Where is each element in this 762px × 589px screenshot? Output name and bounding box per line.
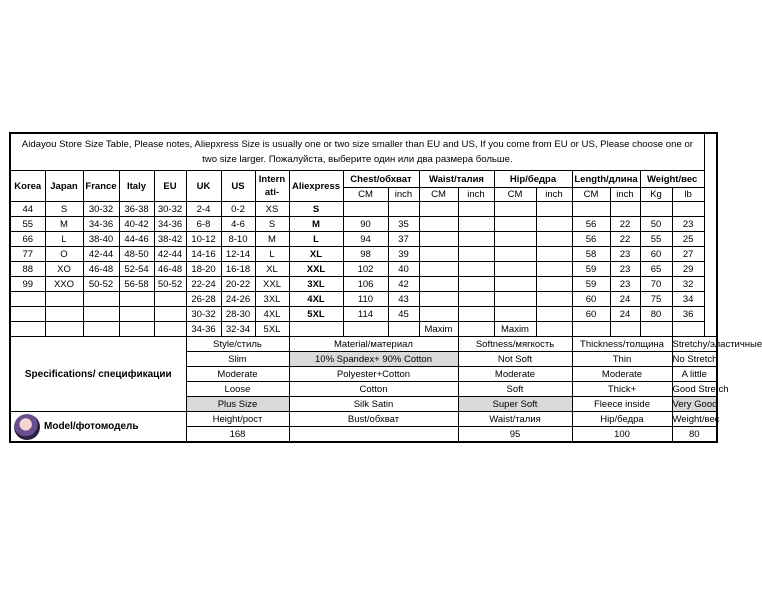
spec-stretch-little: A little	[672, 367, 717, 382]
cell-waist-cm	[419, 307, 458, 322]
spec-stretch-none: No Stretch	[672, 353, 718, 365]
cell-korea	[10, 322, 45, 337]
cell-chest-inch: 45	[388, 307, 419, 322]
cell-us: 16-18	[221, 262, 255, 277]
subheader-length-cm: CM	[572, 188, 610, 202]
table-row	[10, 232, 717, 247]
cell-hip-inch	[536, 277, 572, 292]
cell-international: M	[255, 232, 289, 247]
cell-chest-inch: 42	[388, 277, 419, 292]
cell-length-inch	[610, 322, 640, 337]
cell-length-cm	[572, 322, 610, 337]
cell-japan: L	[45, 232, 83, 247]
cell-france: 50-52	[83, 277, 119, 292]
cell-chest-cm	[343, 202, 388, 217]
cell-aliexpress: M	[289, 217, 343, 232]
specifications-label: Specifications/ спецификации	[10, 337, 186, 412]
cell-korea: 77	[10, 247, 45, 262]
cell-us: 32-34	[221, 322, 255, 337]
cell-france: 38-40	[83, 232, 119, 247]
cell-international: 5XL	[255, 322, 289, 337]
cell-weight-kg	[640, 202, 672, 217]
cell-waist-cm	[419, 232, 458, 247]
cell-korea	[10, 307, 45, 322]
cell-length-inch: 23	[610, 262, 640, 277]
cell-weight-lb: 32	[672, 277, 704, 292]
cell-length-inch: 23	[610, 247, 640, 262]
spec-style-moderate: Moderate	[186, 367, 289, 382]
cell-hip-cm	[494, 292, 536, 307]
size-rows	[10, 202, 717, 337]
cell-chest-inch	[388, 202, 419, 217]
cell-waist-cm	[419, 262, 458, 277]
header-length: Length/длина	[572, 171, 640, 188]
cell-chest-inch: 39	[388, 247, 419, 262]
cell-international: 4XL	[255, 307, 289, 322]
model-avatar	[14, 414, 40, 440]
cell-eu	[154, 292, 186, 307]
cell-length-inch: 22	[610, 232, 640, 247]
spec-thickness-thick: Thick+	[572, 382, 672, 397]
cell-eu: 46-48	[154, 262, 186, 277]
header-international-bottom: ati-	[264, 187, 280, 198]
cell-length-cm	[572, 202, 610, 217]
subheader-weight-lb: lb	[672, 188, 704, 202]
cell-aliexpress: L	[289, 232, 343, 247]
spec-stretch-selected: Very Good	[672, 398, 718, 410]
subheader-weight-kg: Kg	[640, 188, 672, 202]
cell-weight-lb	[672, 322, 704, 337]
cell-waist-inch	[458, 217, 494, 232]
cell-length-cm: 60	[572, 307, 610, 322]
cell-italy: 36-38	[119, 202, 154, 217]
cell-uk: 18-20	[186, 262, 221, 277]
cell-us: 28-30	[221, 307, 255, 322]
table-row	[10, 247, 717, 262]
cell-korea: 99	[10, 277, 45, 292]
cell-chest-cm: 110	[343, 292, 388, 307]
table-row	[10, 307, 717, 322]
cell-uk: 22-24	[186, 277, 221, 292]
cell-france	[83, 292, 119, 307]
header-france: France	[83, 171, 119, 202]
cell-weight-kg: 65	[640, 262, 672, 277]
cell-waist-cm	[419, 277, 458, 292]
cell-japan	[45, 322, 83, 337]
spec-material-selected: 10% Spandex+ 90% Cotton	[289, 352, 458, 367]
cell-japan	[45, 292, 83, 307]
header-uk: UK	[186, 171, 221, 202]
cell-weight-kg: 60	[640, 247, 672, 262]
cell-france	[83, 307, 119, 322]
cell-uk: 14-16	[186, 247, 221, 262]
cell-hip-inch	[536, 307, 572, 322]
cell-eu	[154, 322, 186, 337]
cell-weight-kg: 55	[640, 232, 672, 247]
spec-header-softness: Softness/мягкость	[458, 337, 572, 352]
header-italy: Italy	[119, 171, 154, 202]
model-height-value: 168	[186, 427, 289, 443]
cell-france: 42-44	[83, 247, 119, 262]
cell-aliexpress: 3XL	[289, 277, 343, 292]
header-japan: Japan	[45, 171, 83, 202]
cell-italy: 52-54	[119, 262, 154, 277]
cell-hip-inch	[536, 217, 572, 232]
model-label: Model/фотомодель	[44, 421, 139, 432]
subheader-hip-cm: CM	[494, 188, 536, 202]
cell-italy	[119, 307, 154, 322]
cell-length-inch: 24	[610, 307, 640, 322]
cell-length-inch: 23	[610, 277, 640, 292]
cell-hip-inch	[536, 232, 572, 247]
cell-eu: 42-44	[154, 247, 186, 262]
cell-hip-cm: Maxim	[494, 322, 536, 337]
cell-eu: 34-36	[154, 217, 186, 232]
cell-chest-inch: 40	[388, 262, 419, 277]
spec-material-polyester: Polyester+Cotton	[289, 367, 458, 382]
cell-france	[83, 322, 119, 337]
cell-korea	[10, 292, 45, 307]
cell-hip-cm	[494, 232, 536, 247]
spec-style-slim: Slim	[186, 352, 289, 367]
model-header-bust: Bust/обхват	[289, 412, 458, 427]
table-row	[10, 202, 717, 217]
cell-uk: 26-28	[186, 292, 221, 307]
cell-hip-cm	[494, 262, 536, 277]
cell-weight-kg: 75	[640, 292, 672, 307]
cell-hip-inch	[536, 262, 572, 277]
cell-international: S	[255, 217, 289, 232]
cell-aliexpress: XL	[289, 247, 343, 262]
cell-weight-lb: 23	[672, 217, 704, 232]
cell-eu: 30-32	[154, 202, 186, 217]
cell-us: 12-14	[221, 247, 255, 262]
cell-hip-cm	[494, 217, 536, 232]
header-international-top: Intern	[258, 174, 286, 185]
spec-softness-moderate: Moderate	[458, 367, 572, 382]
cell-eu: 50-52	[154, 277, 186, 292]
cell-japan: M	[45, 217, 83, 232]
model-bust-value	[289, 427, 458, 443]
header-weight: Weight/вес	[640, 171, 704, 188]
header-korea: Korea	[10, 171, 45, 202]
model-label-cell	[10, 412, 186, 443]
cell-weight-kg: 50	[640, 217, 672, 232]
cell-us: 4-6	[221, 217, 255, 232]
cell-waist-cm	[419, 247, 458, 262]
cell-japan	[45, 307, 83, 322]
cell-korea: 88	[10, 262, 45, 277]
cell-waist-cm: Maxim	[419, 322, 458, 337]
spec-thickness-thin: Thin	[572, 352, 672, 367]
subheader-length-inch: inch	[610, 188, 640, 202]
cell-waist-inch	[458, 232, 494, 247]
cell-waist-inch	[458, 247, 494, 262]
spec-softness-selected: Super Soft	[458, 397, 572, 412]
cell-waist-inch	[458, 277, 494, 292]
cell-aliexpress: S	[289, 202, 343, 217]
cell-length-inch: 24	[610, 292, 640, 307]
cell-weight-lb: 27	[672, 247, 704, 262]
cell-chest-inch	[388, 322, 419, 337]
header-international	[255, 171, 289, 202]
cell-us: 8-10	[221, 232, 255, 247]
cell-france: 30-32	[83, 202, 119, 217]
subheader-waist-cm: CM	[419, 188, 458, 202]
spec-header-style: Style/стиль	[186, 337, 289, 352]
table-row	[10, 262, 717, 277]
table-row	[10, 217, 717, 232]
model-header-height: Height/рост	[186, 412, 289, 427]
cell-france: 34-36	[83, 217, 119, 232]
cell-aliexpress: 4XL	[289, 292, 343, 307]
spec-material-cotton: Cotton	[289, 382, 458, 397]
spec-softness-not-soft: Not Soft	[458, 352, 572, 367]
cell-italy: 44-46	[119, 232, 154, 247]
cell-uk: 10-12	[186, 232, 221, 247]
cell-length-cm: 59	[572, 277, 610, 292]
cell-uk: 2-4	[186, 202, 221, 217]
cell-chest-inch: 35	[388, 217, 419, 232]
subheader-hip-inch: inch	[536, 188, 572, 202]
spec-thickness-fleece: Fleece inside	[572, 397, 672, 412]
cell-length-cm: 59	[572, 262, 610, 277]
header-chest: Chest/обхват	[343, 171, 419, 188]
cell-chest-cm: 106	[343, 277, 388, 292]
cell-chest-cm	[343, 322, 388, 337]
cell-hip-cm	[494, 202, 536, 217]
cell-aliexpress	[289, 322, 343, 337]
table-row	[10, 322, 717, 337]
cell-waist-inch	[458, 292, 494, 307]
cell-italy: 40-42	[119, 217, 154, 232]
cell-france: 46-48	[83, 262, 119, 277]
cell-chest-cm: 90	[343, 217, 388, 232]
spec-header-stretchy: Stretchy/эластичные	[672, 338, 762, 350]
table-row	[10, 292, 717, 307]
subheader-chest-cm: CM	[343, 188, 388, 202]
cell-uk: 6-8	[186, 217, 221, 232]
cell-weight-lb: 29	[672, 262, 704, 277]
cell-korea: 44	[10, 202, 45, 217]
cell-chest-cm: 94	[343, 232, 388, 247]
cell-us: 20-22	[221, 277, 255, 292]
spec-style-selected: Plus Size	[186, 397, 289, 412]
cell-length-inch	[610, 202, 640, 217]
header-aliexpress: Aliexpress	[289, 171, 343, 202]
cell-hip-inch	[536, 247, 572, 262]
cell-length-cm: 56	[572, 232, 610, 247]
model-header-hip: Hip/бедра	[572, 412, 672, 427]
cell-waist-cm	[419, 292, 458, 307]
spec-header-material: Material/материал	[289, 337, 458, 352]
model-header-weight: Weight/вес	[672, 413, 720, 425]
cell-chest-cm: 114	[343, 307, 388, 322]
model-header-waist: Waist/талия	[458, 412, 572, 427]
cell-weight-kg	[640, 322, 672, 337]
cell-international: XXL	[255, 277, 289, 292]
cell-waist-inch	[458, 322, 494, 337]
cell-length-cm: 58	[572, 247, 610, 262]
header-hip: Hip/бедра	[494, 171, 572, 188]
spec-header-thickness: Thickness/толщина	[572, 337, 672, 352]
cell-uk: 34-36	[186, 322, 221, 337]
size-table	[9, 132, 762, 443]
cell-hip-cm	[494, 247, 536, 262]
cell-italy: 56-58	[119, 277, 154, 292]
cell-hip-cm	[494, 277, 536, 292]
cell-weight-lb	[672, 202, 704, 217]
table-title: Aidayou Store Size Table, Please notes, Aliepxress Size is usually one or two size smaller than EU and US, If you come from EU or US, Please choose one or two size larger. Пожалуйста, выберите один или два размера больше.	[10, 133, 704, 171]
cell-us: 0-2	[221, 202, 255, 217]
cell-japan: XO	[45, 262, 83, 277]
spec-material-silk: Silk Satin	[289, 397, 458, 412]
spec-softness-soft: Soft	[458, 382, 572, 397]
model-weight-value: 80	[672, 427, 717, 443]
cell-italy	[119, 322, 154, 337]
cell-hip-inch	[536, 292, 572, 307]
cell-hip-inch	[536, 202, 572, 217]
cell-us: 24-26	[221, 292, 255, 307]
cell-eu: 38-42	[154, 232, 186, 247]
table-row	[10, 277, 717, 292]
spec-stretch-good: Good Stretch	[672, 383, 729, 395]
model-waist-value: 95	[458, 427, 572, 443]
cell-weight-kg: 80	[640, 307, 672, 322]
cell-weight-kg: 70	[640, 277, 672, 292]
cell-weight-lb: 36	[672, 307, 704, 322]
spec-style-loose: Loose	[186, 382, 289, 397]
cell-waist-cm	[419, 217, 458, 232]
cell-italy: 48-50	[119, 247, 154, 262]
cell-chest-inch: 43	[388, 292, 419, 307]
cell-japan: XXO	[45, 277, 83, 292]
cell-waist-inch	[458, 202, 494, 217]
cell-korea: 66	[10, 232, 45, 247]
cell-chest-cm: 98	[343, 247, 388, 262]
size-table-container	[9, 132, 762, 443]
cell-waist-inch	[458, 307, 494, 322]
cell-eu	[154, 307, 186, 322]
header-waist: Waist/талия	[419, 171, 494, 188]
cell-waist-inch	[458, 262, 494, 277]
cell-japan: S	[45, 202, 83, 217]
cell-hip-inch	[536, 322, 572, 337]
header-eu: EU	[154, 171, 186, 202]
cell-japan: O	[45, 247, 83, 262]
header-us: US	[221, 171, 255, 202]
cell-aliexpress: 5XL	[289, 307, 343, 322]
cell-international: XS	[255, 202, 289, 217]
cell-chest-cm: 102	[343, 262, 388, 277]
cell-hip-cm	[494, 307, 536, 322]
subheader-chest-inch: inch	[388, 188, 419, 202]
cell-international: 3XL	[255, 292, 289, 307]
cell-uk: 30-32	[186, 307, 221, 322]
cell-aliexpress: XXL	[289, 262, 343, 277]
subheader-waist-inch: inch	[458, 188, 494, 202]
cell-length-cm: 56	[572, 217, 610, 232]
cell-length-cm: 60	[572, 292, 610, 307]
spec-thickness-moderate: Moderate	[572, 367, 672, 382]
cell-length-inch: 22	[610, 217, 640, 232]
cell-international: XL	[255, 262, 289, 277]
cell-international: L	[255, 247, 289, 262]
cell-weight-lb: 34	[672, 292, 704, 307]
cell-weight-lb: 25	[672, 232, 704, 247]
cell-italy	[119, 292, 154, 307]
cell-waist-cm	[419, 202, 458, 217]
cell-korea: 55	[10, 217, 45, 232]
model-hip-value: 100	[572, 427, 672, 443]
cell-chest-inch: 37	[388, 232, 419, 247]
